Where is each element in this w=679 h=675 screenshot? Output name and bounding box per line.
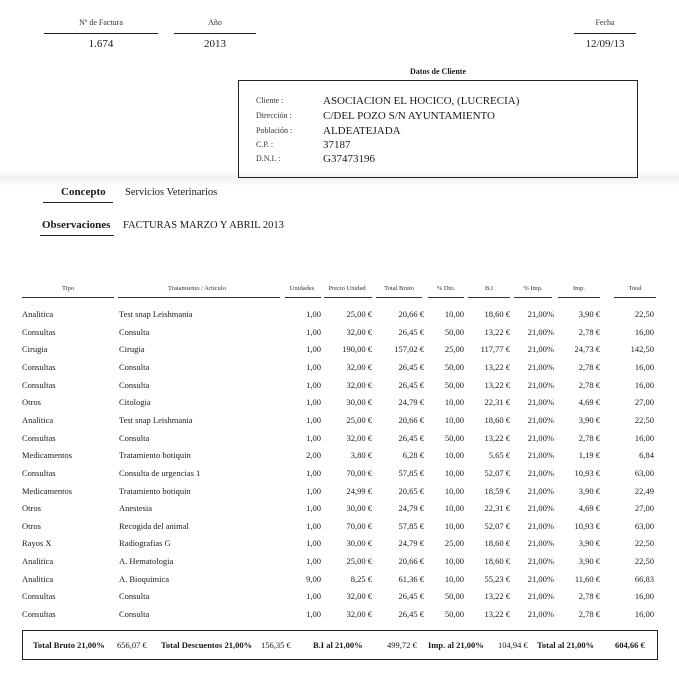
cell-tratamiento: Consulta <box>119 432 150 443</box>
cell-precio: 32,00 € <box>346 609 372 620</box>
total-value: 604,66 € <box>615 640 645 650</box>
cell-precio: 70,00 € <box>346 520 372 531</box>
cell-tipo: Consultas <box>22 609 56 620</box>
cell-imp: 3,90 € <box>578 556 600 567</box>
cell-dto: 10,00 <box>444 573 464 584</box>
invoice-number-divider <box>44 33 158 34</box>
client-postcode-label: C.P. : <box>256 140 274 149</box>
table-row <box>0 574 679 592</box>
cell-imp: 2,78 € <box>578 609 600 620</box>
cell-imp: 1,19 € <box>578 450 600 461</box>
cell-tipo: Medicamentos <box>22 485 73 496</box>
cell-imp: 11,60 € <box>574 573 600 584</box>
total-bruto-label: Total Bruto 21,00% <box>33 640 105 650</box>
client-dni-label: D.N.I. : <box>256 154 281 163</box>
cell-imp: 3,90 € <box>578 414 600 425</box>
table-row <box>0 521 679 539</box>
col-header-bi: B.I <box>484 285 494 292</box>
cell-total: 63,00 <box>634 520 654 531</box>
cell-precio: 30,00 € <box>346 503 372 514</box>
concepto-value: Servicios Veterinarios <box>125 187 218 198</box>
cell-dto: 10,00 <box>444 485 464 496</box>
cell-dto: 10,00 <box>444 309 464 319</box>
cell-total: 27,00 <box>634 503 654 514</box>
cell-dto: 10,00 <box>444 397 464 408</box>
cell-unidades: 1,00 <box>306 467 321 478</box>
cell-unidades: 1,00 <box>306 432 321 443</box>
totals-box <box>22 630 658 660</box>
cell-dto: 10,00 <box>444 414 464 425</box>
cell-precio: 30,00 € <box>346 397 372 408</box>
cell-imp: 2,78 € <box>578 326 600 337</box>
cell-precio: 25,00 € <box>346 556 372 567</box>
cell-bi: 117,77 € <box>480 344 510 355</box>
cell-dto: 50,00 <box>444 361 464 372</box>
cell-bruto: 24,79 € <box>398 538 424 549</box>
date-divider <box>574 33 636 34</box>
cell-precio: 70,00 € <box>346 467 372 478</box>
total-descuentos-label: Total Descuentos 21,00% <box>161 640 253 650</box>
col-header-bruto-underline <box>376 297 422 298</box>
cell-tipo: Rayos X <box>22 538 52 549</box>
table-row <box>0 415 679 433</box>
cell-precio: 32,00 € <box>346 326 372 337</box>
col-header-total: Total <box>628 285 642 292</box>
cell-bi: 13,22 € <box>484 609 510 620</box>
cell-tratamiento: Tratamiento botiquin <box>119 485 191 496</box>
paper-fold-shadow <box>0 170 679 186</box>
cell-imp-pct: 21,00% <box>527 397 554 408</box>
observaciones-value: FACTURAS MARZO Y ABRIL 2013 <box>123 220 284 231</box>
cell-tipo: Consultas <box>22 467 56 478</box>
cell-tipo: Otros <box>22 503 41 514</box>
cell-imp-pct: 21,00% <box>527 344 554 355</box>
date-label: Fecha <box>595 18 615 27</box>
cell-tipo: Otros <box>22 520 41 531</box>
cell-precio: 32,00 € <box>346 379 372 390</box>
client-dni-value: G37473196 <box>323 153 375 165</box>
table-row <box>0 344 679 362</box>
cell-precio: 24,99 € <box>346 485 372 496</box>
cell-imp-pct: 21,00% <box>527 361 554 372</box>
cell-tratamiento: Citologia <box>119 397 151 408</box>
col-header-total-underline <box>614 297 656 298</box>
cell-dto: 25,00 <box>444 344 464 355</box>
client-name-label: Cliente : <box>256 96 284 105</box>
cell-imp-pct: 21,00% <box>527 326 554 337</box>
cell-tratamiento: Anestesia <box>119 503 153 514</box>
cell-tipo: Analitica <box>22 556 54 567</box>
col-header-tratamiento: Tratamiento / Articulo <box>168 285 226 292</box>
cell-bi: 18,60 € <box>484 414 510 425</box>
col-header-tratamiento-underline <box>118 297 280 298</box>
cell-precio: 32,00 € <box>346 361 372 372</box>
bi-label: B.I al 21,00% <box>313 640 363 650</box>
cell-tratamiento: Cirugia <box>119 344 145 355</box>
cell-dto: 50,00 <box>444 379 464 390</box>
table-row <box>0 362 679 380</box>
cell-imp-pct: 21,00% <box>527 538 554 549</box>
cell-unidades: 1,00 <box>306 344 321 355</box>
cell-tipo: Consultas <box>22 326 56 337</box>
col-header-bi-underline <box>468 297 510 298</box>
cell-dto: 10,00 <box>444 503 464 514</box>
cell-unidades: 9,00 <box>306 573 321 584</box>
cell-unidades: 1,00 <box>306 556 321 567</box>
cell-bruto: 26,45 € <box>398 361 424 372</box>
client-data-box <box>238 80 638 178</box>
year-label: Año <box>208 18 222 27</box>
year-value: 2013 <box>204 38 226 50</box>
cell-total: 142,50 <box>630 344 654 355</box>
cell-unidades: 1,00 <box>306 414 321 425</box>
cell-unidades: 1,00 <box>306 326 321 337</box>
cell-precio: 8,25 € <box>350 573 372 584</box>
table-row <box>0 327 679 345</box>
table-row <box>0 538 679 556</box>
cell-bi: 13,22 € <box>484 432 510 443</box>
cell-dto: 50,00 <box>444 591 464 602</box>
cell-tipo: Analitica <box>22 414 54 425</box>
client-postcode-value: 37187 <box>323 139 351 151</box>
cell-total: 16,00 <box>634 591 654 602</box>
cell-bi: 18,60 € <box>484 556 510 567</box>
cell-total: 63,00 <box>634 467 654 478</box>
table-row <box>0 309 679 327</box>
cell-precio: 32,00 € <box>346 432 372 443</box>
bi-value: 499,72 € <box>387 640 417 650</box>
cell-imp-pct: 21,00% <box>527 379 554 390</box>
cell-bruto: 20,66 € <box>398 556 424 567</box>
cell-precio: 25,00 € <box>346 309 372 319</box>
cell-total: 22,50 <box>634 538 654 549</box>
cell-imp-pct: 21,00% <box>527 485 554 496</box>
cell-imp-pct: 21,00% <box>527 556 554 567</box>
table-row <box>0 609 679 627</box>
cell-tipo: Otros <box>22 397 41 408</box>
table-row <box>0 450 679 468</box>
col-header-unidades: Unidades <box>289 285 315 292</box>
cell-dto: 10,00 <box>444 556 464 567</box>
cell-precio: 30,00 € <box>346 538 372 549</box>
cell-imp: 4,69 € <box>578 397 600 408</box>
cell-total: 16,00 <box>634 432 654 443</box>
concepto-label: Concepto <box>61 186 106 198</box>
cell-bi: 52,07 € <box>484 520 510 531</box>
cell-imp: 3,90 € <box>578 309 600 319</box>
cell-unidades: 1,00 <box>306 520 321 531</box>
cell-tratamiento: Consulta de urgencias 1 <box>119 467 201 478</box>
cell-tipo: Medicamentos <box>22 450 73 461</box>
cell-imp: 4,69 € <box>578 503 600 514</box>
client-address-value: C/DEL POZO S/N AYUNTAMIENTO <box>323 110 495 122</box>
cell-bi: 13,22 € <box>484 361 510 372</box>
col-header-dto: % Dto. <box>436 285 456 292</box>
table-row <box>0 591 679 609</box>
cell-bruto: 20,65 € <box>398 485 424 496</box>
cell-dto: 10,00 <box>444 520 464 531</box>
cell-tipo: Consultas <box>22 379 56 390</box>
cell-imp-pct: 21,00% <box>527 591 554 602</box>
cell-tratamiento: Tratamiento botiquin <box>119 450 191 461</box>
cell-total: 66,83 <box>634 573 654 584</box>
cell-tratamiento: Consulta <box>119 591 150 602</box>
cell-bi: 18,60 € <box>484 538 510 549</box>
cell-dto: 10,00 <box>444 467 464 478</box>
client-section-title: Datos de Cliente <box>410 67 466 76</box>
col-header-unidades-underline <box>285 297 321 298</box>
cell-unidades: 1,00 <box>306 609 321 620</box>
cell-dto: 50,00 <box>444 432 464 443</box>
cell-tratamiento: A. Hematologia <box>119 556 174 567</box>
cell-tratamiento: Consulta <box>119 609 150 620</box>
cell-precio: 32,00 € <box>346 591 372 602</box>
col-header-imp-underline <box>558 297 600 298</box>
cell-imp-pct: 21,00% <box>527 467 554 478</box>
cell-imp: 3,90 € <box>578 538 600 549</box>
cell-imp: 2,78 € <box>578 379 600 390</box>
imp-value: 104,94 € <box>498 640 528 650</box>
cell-imp-pct: 21,00% <box>527 309 554 319</box>
cell-bruto: 57,85 € <box>398 520 424 531</box>
cell-precio: 25,00 € <box>346 414 372 425</box>
cell-unidades: 2,00 <box>306 450 321 461</box>
cell-dto: 10,00 <box>444 450 464 461</box>
cell-tratamiento: Consulta <box>119 379 150 390</box>
cell-precio: 3,80 € <box>350 450 372 461</box>
observaciones-label: Observaciones <box>42 219 111 231</box>
cell-tipo: Analitica <box>22 309 54 319</box>
table-row <box>0 468 679 486</box>
cell-bruto: 26,45 € <box>398 591 424 602</box>
col-header-imp-pct: % Imp. <box>523 285 543 292</box>
table-row <box>0 556 679 574</box>
cell-unidades: 1,00 <box>306 485 321 496</box>
cell-imp-pct: 21,00% <box>527 520 554 531</box>
cell-total: 6,84 <box>639 450 654 461</box>
table-row <box>0 397 679 415</box>
cell-unidades: 1,00 <box>306 503 321 514</box>
cell-bruto: 24,79 € <box>398 397 424 408</box>
total-bruto-value: 656,07 € <box>117 640 147 650</box>
col-header-bruto: Total Bruto <box>384 285 414 292</box>
cell-tipo: Cirugia <box>22 344 48 355</box>
col-header-dto-underline <box>428 297 464 298</box>
table-row <box>0 486 679 504</box>
cell-unidades: 1,00 <box>306 361 321 372</box>
date-value: 12/09/13 <box>585 38 625 50</box>
cell-tipo: Consultas <box>22 432 56 443</box>
col-header-tipo-underline <box>22 297 114 298</box>
total-label: Total al 21,00% <box>537 640 595 650</box>
table-row <box>0 433 679 451</box>
client-town-value: ALDEATEJADA <box>323 125 401 137</box>
cell-dto: 50,00 <box>444 609 464 620</box>
observaciones-underline <box>40 235 114 236</box>
cell-bruto: 157,02 € <box>394 344 424 355</box>
cell-tipo: Consultas <box>22 361 56 372</box>
client-town-label: Población : <box>256 126 293 135</box>
cell-imp-pct: 21,00% <box>527 503 554 514</box>
cell-bi: 52,07 € <box>484 467 510 478</box>
cell-total: 22,50 <box>634 414 654 425</box>
cell-bruto: 24,79 € <box>398 503 424 514</box>
cell-total: 27,00 <box>634 397 654 408</box>
cell-tratamiento: Test snap Leishmania <box>119 414 193 425</box>
client-address-label: Dirección : <box>256 111 292 120</box>
cell-imp: 2,78 € <box>578 432 600 443</box>
cell-bi: 18,59 € <box>484 485 510 496</box>
cell-total: 16,00 <box>634 379 654 390</box>
col-header-tipo: Tipo <box>61 285 75 292</box>
cell-imp-pct: 21,00% <box>527 432 554 443</box>
cell-bruto: 6,28 € <box>402 450 424 461</box>
cell-imp: 24,73 € <box>574 344 600 355</box>
cell-unidades: 1,00 <box>306 591 321 602</box>
cell-imp: 10,93 € <box>574 467 600 478</box>
cell-bruto: 26,45 € <box>398 609 424 620</box>
cell-bruto: 57,85 € <box>398 467 424 478</box>
cell-tratamiento: Recogida del animal <box>119 520 189 531</box>
cell-imp-pct: 21,00% <box>527 414 554 425</box>
cell-unidades: 1,00 <box>306 379 321 390</box>
cell-unidades: 1,00 <box>306 538 321 549</box>
cell-tratamiento: Radiografias G <box>119 538 171 549</box>
cell-bi: 18,60 € <box>484 309 510 319</box>
total-descuentos-value: 156,35 € <box>261 640 291 650</box>
cell-total: 22,49 <box>634 485 654 496</box>
cell-bruto: 20,66 € <box>398 309 424 319</box>
cell-tratamiento: Consulta <box>119 361 150 372</box>
cell-total: 16,00 <box>634 361 654 372</box>
cell-imp: 10,93 € <box>574 520 600 531</box>
cell-imp: 2,78 € <box>578 591 600 602</box>
col-header-precio-underline <box>324 297 372 298</box>
cell-bi: 5,65 € <box>488 450 510 461</box>
cell-total: 16,00 <box>634 609 654 620</box>
cell-precio: 190,00 € <box>342 344 372 355</box>
table-row <box>0 380 679 398</box>
year-divider <box>174 33 256 34</box>
cell-total: 22,50 <box>634 309 654 319</box>
client-name-value: ASOCIACION EL HOCICO, (LUCRECIA) <box>323 95 520 107</box>
cell-bi: 13,22 € <box>484 326 510 337</box>
cell-tratamiento: Consulta <box>119 326 150 337</box>
cell-bruto: 26,45 € <box>398 432 424 443</box>
cell-bi: 22,31 € <box>484 397 510 408</box>
cell-imp: 3,90 € <box>578 485 600 496</box>
cell-unidades: 1,00 <box>306 397 321 408</box>
cell-bruto: 61,36 € <box>398 573 424 584</box>
cell-total: 22,50 <box>634 556 654 567</box>
cell-unidades: 1,00 <box>306 309 321 319</box>
cell-imp-pct: 21,00% <box>527 450 554 461</box>
cell-dto: 25,00 <box>444 538 464 549</box>
cell-imp: 2,78 € <box>578 361 600 372</box>
cell-dto: 50,00 <box>444 326 464 337</box>
cell-bruto: 26,45 € <box>398 326 424 337</box>
col-header-imp-pct-underline <box>514 297 552 298</box>
cell-tipo: Analitica <box>22 573 54 584</box>
cell-bi: 22,31 € <box>484 503 510 514</box>
cell-imp-pct: 21,00% <box>527 609 554 620</box>
cell-total: 16,00 <box>634 326 654 337</box>
cell-tratamiento: A. Bioquimica <box>119 573 170 584</box>
imp-label: Imp. al 21,00% <box>428 640 484 650</box>
cell-bi: 13,22 € <box>484 379 510 390</box>
col-header-imp: Imp. <box>572 285 586 292</box>
cell-imp-pct: 21,00% <box>527 573 554 584</box>
cell-bruto: 26,45 € <box>398 379 424 390</box>
concepto-underline <box>43 202 113 203</box>
invoice-number-value: 1.674 <box>88 38 114 50</box>
cell-bi: 55,23 € <box>484 573 510 584</box>
invoice-number-label: Nº de Factura <box>79 18 123 27</box>
cell-tratamiento: Test snap Leishmania <box>119 309 193 319</box>
cell-tipo: Consultas <box>22 591 56 602</box>
col-header-precio: Precio Unidad <box>328 285 366 292</box>
table-row <box>0 503 679 521</box>
cell-bruto: 20,66 € <box>398 414 424 425</box>
cell-bi: 13,22 € <box>484 591 510 602</box>
